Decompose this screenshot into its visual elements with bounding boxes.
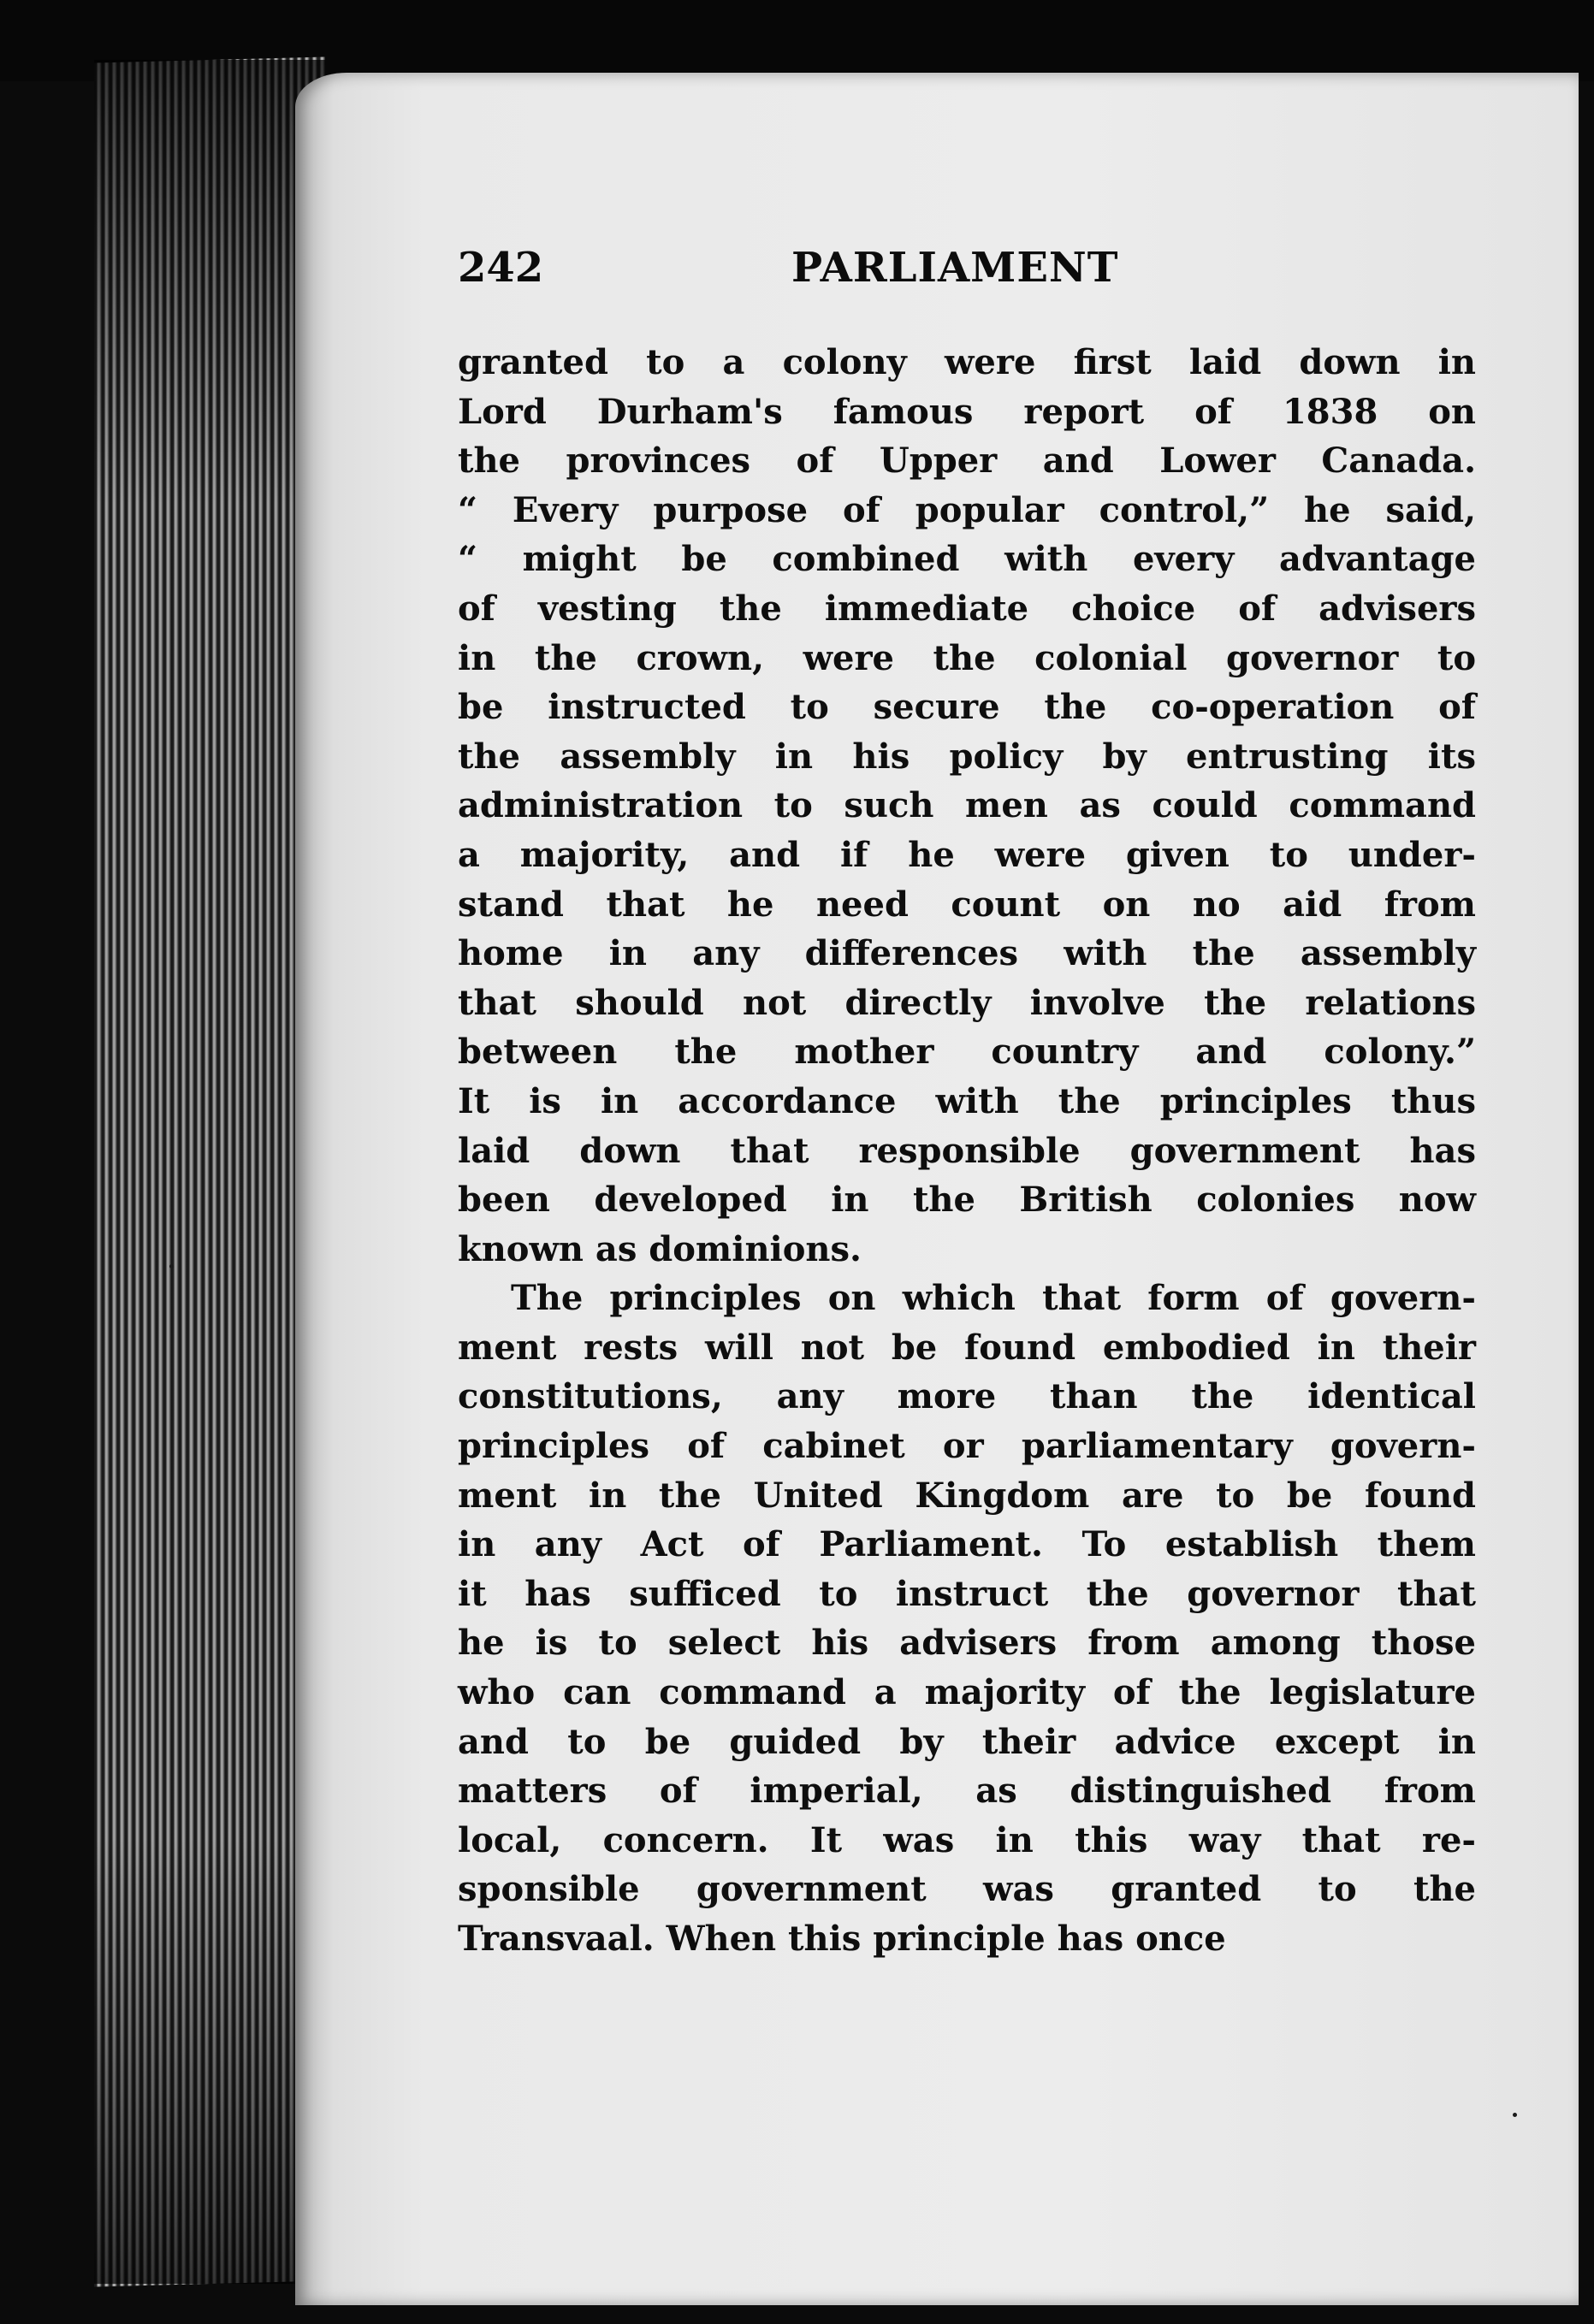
text-line: in the crown, were the colonial governor to [458,637,1476,678]
book-edge-shadow [94,60,325,2284]
text-line: ment rests will not be found embodied in their [458,1327,1476,1368]
text-line: between the mother country and colony.” [458,1032,1476,1073]
text-line: administration to such men as could command [458,785,1476,826]
text-line: Lord Durham's famous report of 1838 on [458,391,1476,432]
body-text [458,338,1476,1964]
running-head [458,244,1502,304]
page-number: 242 [458,244,544,292]
text-line: The principles on which that form of govern- [511,1278,1476,1319]
text-line: “ might be combined with every advantage [458,539,1476,580]
text-line: it has sufficed to instruct the governor that [458,1573,1476,1614]
running-title: PARLIAMENT [791,244,1119,292]
scan-speck [1513,2113,1517,2117]
text-line: known as dominions. [458,1228,862,1269]
text-line: the provinces of Upper and Lower Canada. [458,441,1476,482]
text-line: be instructed to secure the co-operation of [458,687,1476,728]
text-line: It is in accordance with the principles thus [458,1080,1476,1121]
text-line: and to be guided by their advice except in [458,1721,1476,1762]
text-line: who can command a majority of the legislature [458,1672,1476,1713]
text-line: Transvaal. When this principle has once [458,1919,1226,1959]
text-line: the assembly in his policy by entrusting its [458,736,1476,777]
text-line: of vesting the immediate choice of advisers [458,588,1476,629]
text-line: in any Act of Parliament. To establish them [458,1524,1476,1565]
text-line: granted to a colony were first laid down in [458,342,1476,382]
paragraph [458,1274,1476,1963]
text-line: matters of imperial, as distinguished from [458,1771,1476,1812]
text-line: he is to select his advisers from among those [458,1623,1476,1664]
text-line: principles of cabinet or parliamentary govern- [458,1426,1476,1467]
text-line: home in any differences with the assembly [458,933,1476,974]
text-line: ment in the United Kingdom are to be found [458,1475,1476,1516]
text-line: a majority, and if he were given to under- [458,834,1476,875]
text-line: that should not directly involve the relations [458,982,1476,1023]
text-line: been developed in the British colonies now [458,1180,1476,1221]
text-line: constitutions, any more than the identical [458,1376,1476,1417]
text-line: laid down that responsible government has [458,1130,1476,1171]
text-line: local, concern. It was in this way that re- [458,1819,1476,1860]
text-line: stand that he need count on no aid from [458,884,1476,925]
paragraph [458,338,1476,1274]
scan-speck [169,1264,174,1268]
text-line: “ Every purpose of popular control,” he said, [458,489,1476,530]
text-line: sponsible government was granted to the [458,1869,1476,1910]
